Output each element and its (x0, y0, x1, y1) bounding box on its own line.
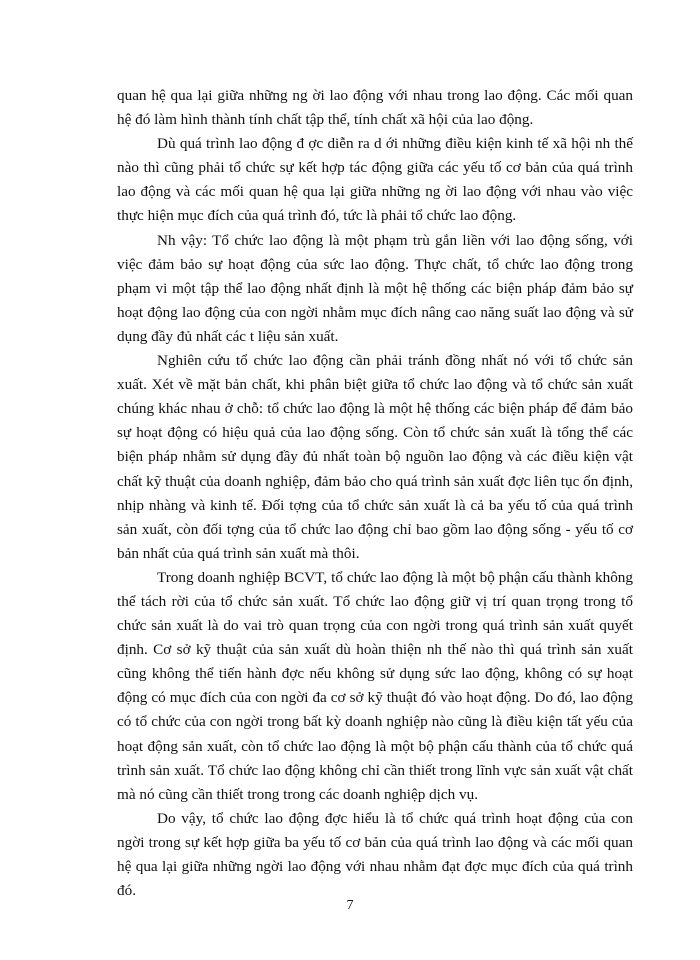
paragraph-3: Nh vậy: Tổ chức lao động là một phạm trù gắn liền với lao động sống, với việc đảm bảo sự hoạt động của sức lao động. Thực chất, tổ chức lao động trong phạm vi một tập thể lao động nhất định là một hệ thống các biện pháp đảm bảo sự hoạt động lao động của con ngời nhằm mục đích nâng cao năng suất lao động và sử dụng đầy đủ nhất các t liệu sản xuất. (117, 231, 633, 345)
paragraph-4: Nghiên cứu tổ chức lao động cần phải tránh đồng nhất nó với tổ chức sản xuất. Xét về mặt bản chất, khi phân biệt giữa tổ chức lao động và tổ chức sản xuất chúng khác nhau ở chỗ: tổ chức lao động là một hệ thống các biện pháp để đảm bảo sự hoạt động có hiệu quả của lao động sống. Còn tổ chức sản xuất là tổng thể các biện pháp nhằm sử dụng đầy đủ nhất toàn bộ nguồn lao động và các điều kiện vật chất kỹ thuật của doanh nghiệp, đảm bảo cho quá trình sản xuất đợc liên tục ổn định, nhịp nhàng và kinh tế. Đối tợng của tổ chức sản xuất là cả ba yếu tố của quá trình sản xuất, còn đối tợng của tổ chức lao động chỉ bao gồm lao động sống - yếu tố cơ bản nhất của quá trình sản xuất mà thôi. (117, 352, 633, 562)
paragraph-1: quan hệ qua lại giữa những ng ời lao động với nhau trong lao động. Các mối quan hệ đó làm hình thành tính chất tập thể, tính chất xã hội của lao động. (117, 87, 633, 129)
document-body (117, 84, 633, 903)
paragraph-6: Do vậy, tổ chức lao động đợc hiểu là tổ chức quá trình hoạt động của con ngời trong sự kết hợp giữa ba yếu tố cơ bản của quá trình lao động và các mối quan hệ qua lại giữa những ngời lao động với nhau nhằm đạt đợc mục đích của quá trình đó. (117, 809, 633, 900)
page-number: 7 (346, 898, 354, 913)
paragraph-2: Dù quá trình lao động đ ợc diễn ra d ới những điều kiện kinh tế xã hội nh thế nào thì cũng phải tổ chức sự kết hợp tác động giữa các yếu tố cơ bản của quá trình lao động và các mối quan hệ qua lại giữa những ng ời lao động với nhau vào việc thực hiện mục đích của quá trình đó, tức là phải tổ chức lao động. (117, 135, 633, 225)
paragraph-5: Trong doanh nghiệp BCVT, tổ chức lao động là một bộ phận cấu thành không thể tách rời của tổ chức sản xuất. Tổ chức lao động giữ vị trí quan trọng trong tổ chức sản xuất là do vai trò quan trọng của con ngời trong quá trình sản xuất quyết định. Cơ sở kỹ thuật của sản xuất dù hoàn thiện nh thế nào thì quá trình sản xuất cũng không thể tiến hành đợc nếu không sử dụng sức lao động, không có sự hoạt động có mục đích của con ngời đa cơ sở kỹ thuật đó vào hoạt động. Do đó, lao động có tổ chức của con ngời trong bất kỳ doanh nghiệp nào cũng là điều kiện tất yếu của hoạt động sản xuất, còn tổ chức lao động là một bộ phận cấu thành của tổ chức quá trình sản xuất. Tổ chức lao động không chỉ cần thiết trong lĩnh vực sản xuất vật chất mà nó cũng cần thiết trong trong các doanh nghiệp dịch vụ. (117, 568, 633, 803)
